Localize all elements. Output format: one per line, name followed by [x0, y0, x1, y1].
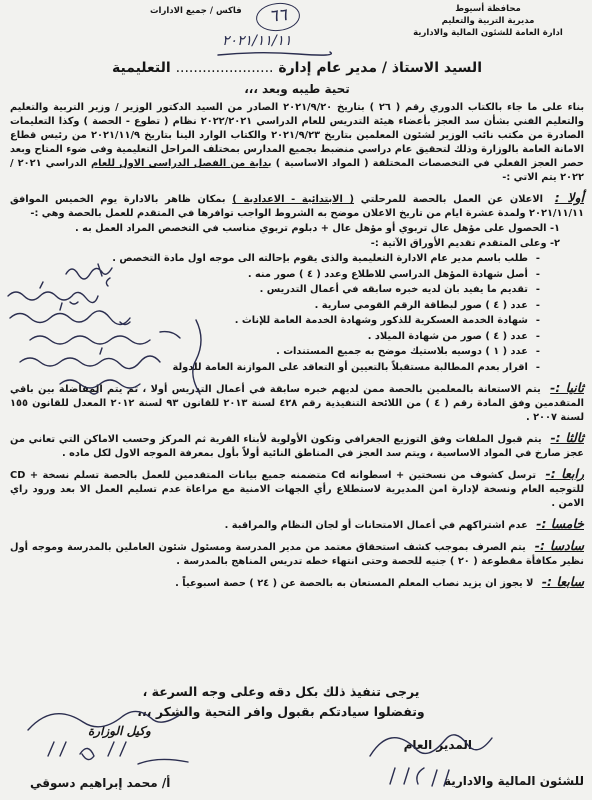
handwritten-signature-right: [360, 722, 500, 792]
section-label: أولا :: [554, 190, 584, 205]
section-text: عدم اشتراكهم في أعمال الامتحانات أو لجان النظام والمراقبة .: [224, 520, 528, 531]
handwritten-date: ٢٠٢١/١١/١١: [222, 33, 292, 49]
handwritten-margin-notes: [0, 262, 215, 402]
addressee-blank: ......................: [175, 60, 274, 76]
document-item: - شهادة الخدمة العسكرية للذكور وشهادة الخدمة العامة للإناث .: [10, 313, 540, 329]
document-item: - طلب باسم مدير عام الادارة التعليمية والذى يقوم بإحالته الى موجه اول مادة التخصص .: [10, 251, 540, 267]
section-text: يتم الاستعانة بالمعلمين بالحصة ممن لديهم خبره سابقة في أعمال التدريس أولا ، ثم يتم المفاضلة بين باقي المتقدمين وفق المادة رقم ( ٤ ) من اللائحة التنفيذية رقم ٤٢٨ لسنة ٢٠١٣ للقانون ٩٣ لسنة ٢٠١٢ المعدل للقانون ١٥٥ لسنة ٢٠٠٧ .: [10, 384, 584, 423]
addressee-line: [10, 58, 584, 78]
letterhead-governorate: محافظة أسيوط: [455, 4, 521, 14]
section-label: رابعا :-: [545, 466, 584, 481]
section-first-paragraph: [10, 191, 584, 221]
addressee: السيد الاستاذ / مدير عام إدارة: [278, 60, 482, 76]
intro-paragraph: [10, 101, 584, 185]
handwritten-reference-number: ٦٦: [255, 1, 302, 33]
section-label: سادسا :-: [534, 538, 584, 553]
section-third: [10, 431, 584, 461]
condition-item: ٢- وعلى المتقدم تقديم الأوراق الآتية :-: [370, 238, 560, 249]
section-first-text: الاعلان عن العمل بالحصة للمرحلتي: [360, 194, 544, 205]
closing-regards: وتفضلوا سيادتكم بقبول وافر التحية والشكر ،،،: [137, 704, 425, 719]
section-first-text-after: بمكان ظاهر بالادارة يوم الخميس الموافق ٢٠٢١/١١/١١ ولمدة عشرة ايام من تاريخ الاعلان موضح به الشروط الواجب توافرها في المتقدم للعمل بالحصة وهي :-: [10, 194, 584, 219]
handwritten-date-underline: [214, 50, 334, 58]
document-item: - تقديم ما يفيد بان لديه خبره سابقه في أعمال التدريس .: [10, 282, 540, 298]
document-item: - عدد ( ٤ ) صور من شهادة الميلاد .: [10, 329, 540, 345]
section-first-underlined: ( الابتدائية - الاعدادية ): [232, 194, 355, 205]
intro-text-end: الدراسي ٢٠٢١ / ٢٠٢٢ يتم الاتي :-: [10, 158, 584, 183]
signature-right-subtitle: للشئون المالية والادارية: [444, 774, 584, 788]
signature-left-name: أ/ محمد إبراهيم دسوقي: [30, 776, 171, 790]
section-text: لا يجوز ان يزيد نصاب المعلم المستعان به بالحصة عن ( ٢٤ ) حصة اسبوعياً .: [175, 578, 534, 589]
letterhead-directorate: مديرية التربية والتعليم: [441, 16, 535, 26]
letterhead-department: ادارة العامة للشئون المالية والادارية: [413, 28, 563, 38]
section-sixth: [10, 539, 584, 569]
intro-text: بناء على ما جاء بالكتاب الدوري رقم ( ٢٦ ) بتاريخ ٢٠٢١/٩/٢٠ الصادر من السيد الدكتور الوزير / وزير التربية والتعليم والتعليم الفني بشأن سد العجز بأعضاء هيئة التدريس للعام الدراسي ٢٠٢٢/٢٠٢١ نظام ( تطوع - الحصة ) وكذا التعليمات الصادرة من مكتب نائب الوزير لشئون المعلمين بتاريخ ٢٠٢١/٩/٢٣ والكتاب الوارد الينا بتاريخ ٢٠٢١/١١/٩ من رئيس قطاع الامانة العامة بالوزارة وذلك لتحقيق عام دراسي منضبط بجميع المدارس بمختلف المراحل التعليمية وفى ضوء المتاح وبعد حصر العجز الفعلي في التخصصات المختلفة ( المواد الاساسية ): [10, 102, 584, 169]
conditions-list: [10, 221, 584, 251]
greeting: تحية طيبه وبعد ،،،: [244, 82, 350, 96]
section-label: ثالثا :-: [550, 430, 584, 445]
section-label: ثانيا :-: [550, 380, 584, 395]
section-text: ترسل كشوف من نسختين + اسطوانه Cd متضمنه جميع بيانات المتقدمين للعمل بالحصة تسلم نسخة + CD للتوجيه العام ونسخة لإدارة امن المديرية لاستطلاع رأي الجهات الامنية مع مراعاة عدم تسليم العمل الا بعد ورود راي الامن .: [10, 470, 584, 509]
document-item: - اقرار بعدم المطالبة مستقبلاً بالتعيين أو التعاقد على الموازنة العامة للدولة: [10, 360, 540, 376]
intro-underlined: بداية من الفصل الدراسي الاول للعام: [90, 158, 272, 169]
section-text: يتم الصرف بموجب كشف استحقاق معتمد من مدير المدرسة ومسئول شئون العاملين بالمدرسة وموجه أول نظير مكافأة مقطوعة ( ٢٠ ) جنيه للحصة وحتى انتهاء خطه تدريس المناهج بالمدرسة .: [10, 542, 584, 567]
closing-request: يرجى تنفيذ ذلك بكل دقه وعلى وجه السرعة ،: [142, 684, 420, 699]
section-label: سابعا :-: [541, 574, 584, 589]
document-item: - أصل شهادة المؤهل الدراسي للاطلاع وعدد ( ٤ ) صور منه .: [10, 267, 540, 283]
signature-left-title: وكيل الوزارة: [88, 724, 151, 738]
document-item: - عدد ( ٤ ) صور لبطاقة الرقم القومي سارية .: [10, 298, 540, 314]
document-item: - عدد ( ١ ) دوسيه بلاستيك موضح به جميع المستندات .: [10, 344, 540, 360]
section-fifth: [10, 517, 584, 533]
addressee-suffix: التعليمية: [111, 60, 171, 76]
section-label: خامسا :-: [536, 516, 584, 531]
section-text: يتم قبول الملفات وفق التوزيع الجغرافي وتكون الأولوية لأبناء القرية ثم المركز وحسب الاماكن التي تعاني من عجز صارخ في المواد الاساسية ، ويتم سد العجز في المناطق النائية أولاً بأول بمعرفة الموجه الاول لكل ماده .: [10, 434, 584, 459]
condition-item: ١- الحصول على مؤهل عال تربوي أو مؤهل عال + دبلوم تربوي مناسب في التخصص المراد العمل به .: [75, 223, 560, 234]
fax-recipients: فاكس / جميع الادارات: [150, 6, 242, 16]
handwritten-signature-left: [8, 700, 228, 780]
section-fourth: [10, 467, 584, 511]
section-seventh: [10, 575, 584, 591]
signature-right-title: المدير العام: [403, 738, 472, 752]
letterhead: [388, 3, 588, 39]
